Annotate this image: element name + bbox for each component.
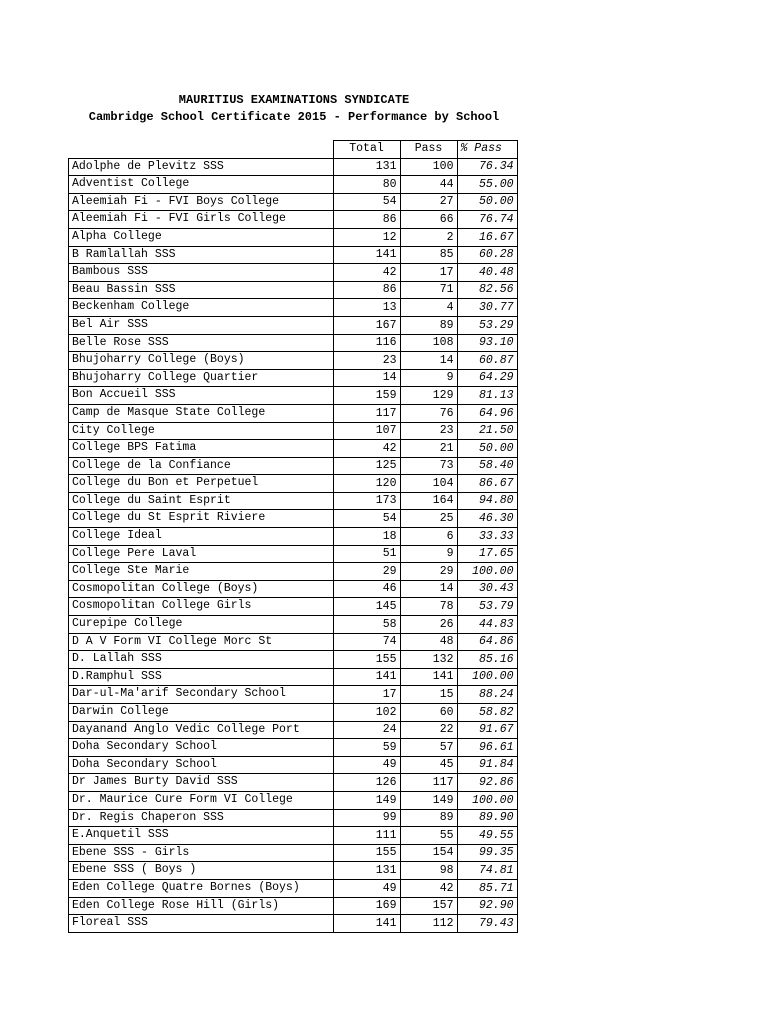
pass-cell: 100 [400, 158, 457, 176]
table-row [69, 264, 518, 282]
pct-pass-cell: 64.29 [457, 369, 517, 387]
total-cell: 167 [333, 316, 400, 334]
table-row [69, 686, 518, 704]
pct-pass-cell: 91.67 [457, 721, 517, 739]
pct-pass-cell: 100.00 [457, 668, 517, 686]
pass-cell: 14 [400, 352, 457, 370]
pct-pass-cell: 100.00 [457, 791, 517, 809]
pass-cell: 9 [400, 369, 457, 387]
table-row [69, 827, 518, 845]
school-name: Bon Accueil SSS [69, 387, 334, 405]
pct-pass-cell: 50.00 [457, 193, 517, 211]
pct-pass-cell: 60.87 [457, 352, 517, 370]
table-row [69, 316, 518, 334]
table-row [69, 369, 518, 387]
total-cell: 111 [333, 827, 400, 845]
pct-pass-cell: 79.43 [457, 915, 517, 933]
table-row [69, 616, 518, 634]
table-row [69, 176, 518, 194]
school-name: College de la Confiance [69, 457, 334, 475]
pct-pass-cell: 21.50 [457, 422, 517, 440]
total-cell: 51 [333, 545, 400, 563]
pass-cell: 104 [400, 475, 457, 493]
pass-cell: 66 [400, 211, 457, 229]
school-name: Floreal SSS [69, 915, 334, 933]
pass-cell: 2 [400, 228, 457, 246]
school-name: College Pere Laval [69, 545, 334, 563]
table-body [69, 158, 518, 932]
table-row [69, 387, 518, 405]
school-name: D. Lallah SSS [69, 651, 334, 669]
total-cell: 13 [333, 299, 400, 317]
table-row [69, 228, 518, 246]
pct-pass-cell: 99.35 [457, 844, 517, 862]
table-row [69, 510, 518, 528]
pct-pass-cell: 16.67 [457, 228, 517, 246]
pass-cell: 17 [400, 264, 457, 282]
table-row [69, 158, 518, 176]
pass-cell: 129 [400, 387, 457, 405]
pct-pass-cell: 96.61 [457, 739, 517, 757]
total-cell: 54 [333, 193, 400, 211]
total-cell: 80 [333, 176, 400, 194]
pct-pass-cell: 89.90 [457, 809, 517, 827]
pass-cell: 141 [400, 668, 457, 686]
header-pct-pass: % Pass [457, 141, 517, 159]
school-name: Aleemiah Fi - FVI Girls College [69, 211, 334, 229]
pct-pass-cell: 81.13 [457, 387, 517, 405]
pct-pass-cell: 30.43 [457, 580, 517, 598]
pct-pass-cell: 53.79 [457, 598, 517, 616]
results-table [68, 140, 518, 933]
total-cell: 29 [333, 563, 400, 581]
table-row [69, 774, 518, 792]
school-name: Darwin College [69, 704, 334, 722]
total-cell: 149 [333, 791, 400, 809]
school-name: City College [69, 422, 334, 440]
document-subtitle: Cambridge School Certificate 2015 - Performance by School [88, 110, 500, 124]
school-name: Curepipe College [69, 616, 334, 634]
pass-cell: 25 [400, 510, 457, 528]
pass-cell: 42 [400, 879, 457, 897]
pass-cell: 89 [400, 316, 457, 334]
table-row [69, 211, 518, 229]
total-cell: 155 [333, 844, 400, 862]
pct-pass-cell: 44.83 [457, 616, 517, 634]
pass-cell: 26 [400, 616, 457, 634]
school-name: Adolphe de Plevitz SSS [69, 158, 334, 176]
school-name: Bhujoharry College Quartier [69, 369, 334, 387]
school-name: Eden College Rose Hill (Girls) [69, 897, 334, 915]
school-name: Doha Secondary School [69, 739, 334, 757]
pass-cell: 6 [400, 528, 457, 546]
pass-cell: 112 [400, 915, 457, 933]
school-name: Bhujoharry College (Boys) [69, 352, 334, 370]
total-cell: 141 [333, 915, 400, 933]
pct-pass-cell: 93.10 [457, 334, 517, 352]
school-name: College Ste Marie [69, 563, 334, 581]
pct-pass-cell: 49.55 [457, 827, 517, 845]
pct-pass-cell: 74.81 [457, 862, 517, 880]
pass-cell: 164 [400, 492, 457, 510]
pct-pass-cell: 17.65 [457, 545, 517, 563]
pct-pass-cell: 64.96 [457, 404, 517, 422]
total-cell: 102 [333, 704, 400, 722]
school-name: Beau Bassin SSS [69, 281, 334, 299]
table-row [69, 334, 518, 352]
pass-cell: 78 [400, 598, 457, 616]
pct-pass-cell: 50.00 [457, 440, 517, 458]
school-name: College du St Esprit Riviere [69, 510, 334, 528]
pass-cell: 76 [400, 404, 457, 422]
table-row [69, 879, 518, 897]
pct-pass-cell: 60.28 [457, 246, 517, 264]
table-row [69, 299, 518, 317]
pct-pass-cell: 64.86 [457, 633, 517, 651]
table-row [69, 352, 518, 370]
table-row [69, 422, 518, 440]
total-cell: 155 [333, 651, 400, 669]
total-cell: 14 [333, 369, 400, 387]
total-cell: 86 [333, 211, 400, 229]
pct-pass-cell: 91.84 [457, 756, 517, 774]
table-row [69, 545, 518, 563]
table-row [69, 651, 518, 669]
school-name: Dar-ul-Ma'arif Secondary School [69, 686, 334, 704]
total-cell: 46 [333, 580, 400, 598]
school-name: Cosmopolitan College Girls [69, 598, 334, 616]
pct-pass-cell: 46.30 [457, 510, 517, 528]
document-title: MAURITIUS EXAMINATIONS SYNDICATE [178, 93, 410, 107]
table-row [69, 844, 518, 862]
pass-cell: 132 [400, 651, 457, 669]
total-cell: 141 [333, 246, 400, 264]
school-name: Adventist College [69, 176, 334, 194]
total-cell: 59 [333, 739, 400, 757]
pct-pass-cell: 55.00 [457, 176, 517, 194]
school-name: Belle Rose SSS [69, 334, 334, 352]
pass-cell: 22 [400, 721, 457, 739]
pass-cell: 45 [400, 756, 457, 774]
pct-pass-cell: 85.16 [457, 651, 517, 669]
pass-cell: 89 [400, 809, 457, 827]
pass-cell: 27 [400, 193, 457, 211]
school-name: Doha Secondary School [69, 756, 334, 774]
school-name: B Ramlallah SSS [69, 246, 334, 264]
pct-pass-cell: 94.80 [457, 492, 517, 510]
total-cell: 173 [333, 492, 400, 510]
pass-cell: 85 [400, 246, 457, 264]
school-name: College du Saint Esprit [69, 492, 334, 510]
total-cell: 125 [333, 457, 400, 475]
table-row [69, 721, 518, 739]
header-row [69, 141, 518, 159]
pct-pass-cell: 76.34 [457, 158, 517, 176]
table-row [69, 704, 518, 722]
pass-cell: 21 [400, 440, 457, 458]
table-row [69, 897, 518, 915]
pct-pass-cell: 33.33 [457, 528, 517, 546]
total-cell: 17 [333, 686, 400, 704]
school-name: Cosmopolitan College (Boys) [69, 580, 334, 598]
school-name: D.Ramphul SSS [69, 668, 334, 686]
table-row [69, 633, 518, 651]
school-name: Bambous SSS [69, 264, 334, 282]
total-cell: 54 [333, 510, 400, 528]
total-cell: 24 [333, 721, 400, 739]
pct-pass-cell: 92.90 [457, 897, 517, 915]
table-row [69, 457, 518, 475]
pass-cell: 149 [400, 791, 457, 809]
pass-cell: 23 [400, 422, 457, 440]
total-cell: 141 [333, 668, 400, 686]
school-name: Dr. Regis Chaperon SSS [69, 809, 334, 827]
pass-cell: 44 [400, 176, 457, 194]
table-row [69, 475, 518, 493]
school-name: Aleemiah Fi - FVI Boys College [69, 193, 334, 211]
pass-cell: 55 [400, 827, 457, 845]
table-row [69, 440, 518, 458]
school-name: Dr James Burty David SSS [69, 774, 334, 792]
table-row [69, 404, 518, 422]
pct-pass-cell: 58.82 [457, 704, 517, 722]
table-row [69, 668, 518, 686]
pass-cell: 48 [400, 633, 457, 651]
pass-cell: 15 [400, 686, 457, 704]
total-cell: 120 [333, 475, 400, 493]
school-name: Ebene SSS ( Boys ) [69, 862, 334, 880]
pct-pass-cell: 30.77 [457, 299, 517, 317]
pass-cell: 154 [400, 844, 457, 862]
school-name: College du Bon et Perpetuel [69, 475, 334, 493]
pct-pass-cell: 92.86 [457, 774, 517, 792]
header-total: Total [333, 141, 400, 159]
pass-cell: 60 [400, 704, 457, 722]
total-cell: 42 [333, 264, 400, 282]
pct-pass-cell: 82.56 [457, 281, 517, 299]
table-row [69, 193, 518, 211]
school-name: Camp de Masque State College [69, 404, 334, 422]
school-name: Bel Air SSS [69, 316, 334, 334]
total-cell: 12 [333, 228, 400, 246]
header-school-blank [69, 141, 334, 159]
total-cell: 74 [333, 633, 400, 651]
school-name: Alpha College [69, 228, 334, 246]
pass-cell: 29 [400, 563, 457, 581]
table-row [69, 791, 518, 809]
pct-pass-cell: 86.67 [457, 475, 517, 493]
pct-pass-cell: 100.00 [457, 563, 517, 581]
document-header [68, 92, 520, 125]
table-row [69, 492, 518, 510]
total-cell: 145 [333, 598, 400, 616]
pass-cell: 73 [400, 457, 457, 475]
total-cell: 23 [333, 352, 400, 370]
school-name: College BPS Fatima [69, 440, 334, 458]
table-row [69, 756, 518, 774]
table-row [69, 862, 518, 880]
table-row [69, 563, 518, 581]
pass-cell: 117 [400, 774, 457, 792]
school-name: Beckenham College [69, 299, 334, 317]
school-name: D A V Form VI College Morc St [69, 633, 334, 651]
pass-cell: 57 [400, 739, 457, 757]
total-cell: 159 [333, 387, 400, 405]
school-name: E.Anquetil SSS [69, 827, 334, 845]
total-cell: 107 [333, 422, 400, 440]
pass-cell: 4 [400, 299, 457, 317]
school-name: College Ideal [69, 528, 334, 546]
pass-cell: 108 [400, 334, 457, 352]
total-cell: 131 [333, 158, 400, 176]
total-cell: 126 [333, 774, 400, 792]
total-cell: 49 [333, 756, 400, 774]
pct-pass-cell: 85.71 [457, 879, 517, 897]
table-row [69, 246, 518, 264]
pass-cell: 14 [400, 580, 457, 598]
table-row [69, 809, 518, 827]
table-row [69, 528, 518, 546]
table-row [69, 580, 518, 598]
total-cell: 58 [333, 616, 400, 634]
pass-cell: 157 [400, 897, 457, 915]
school-name: Dr. Maurice Cure Form VI College [69, 791, 334, 809]
pct-pass-cell: 40.48 [457, 264, 517, 282]
school-name: Eden College Quatre Bornes (Boys) [69, 879, 334, 897]
total-cell: 86 [333, 281, 400, 299]
table-row [69, 915, 518, 933]
school-name: Dayanand Anglo Vedic College Port [69, 721, 334, 739]
total-cell: 169 [333, 897, 400, 915]
total-cell: 42 [333, 440, 400, 458]
table-row [69, 739, 518, 757]
total-cell: 99 [333, 809, 400, 827]
pct-pass-cell: 76.74 [457, 211, 517, 229]
total-cell: 18 [333, 528, 400, 546]
total-cell: 116 [333, 334, 400, 352]
school-name: Ebene SSS - Girls [69, 844, 334, 862]
pass-cell: 9 [400, 545, 457, 563]
total-cell: 117 [333, 404, 400, 422]
total-cell: 49 [333, 879, 400, 897]
header-pass: Pass [400, 141, 457, 159]
pct-pass-cell: 88.24 [457, 686, 517, 704]
pass-cell: 71 [400, 281, 457, 299]
table-row [69, 598, 518, 616]
pass-cell: 98 [400, 862, 457, 880]
pct-pass-cell: 53.29 [457, 316, 517, 334]
pct-pass-cell: 58.40 [457, 457, 517, 475]
total-cell: 131 [333, 862, 400, 880]
table-row [69, 281, 518, 299]
